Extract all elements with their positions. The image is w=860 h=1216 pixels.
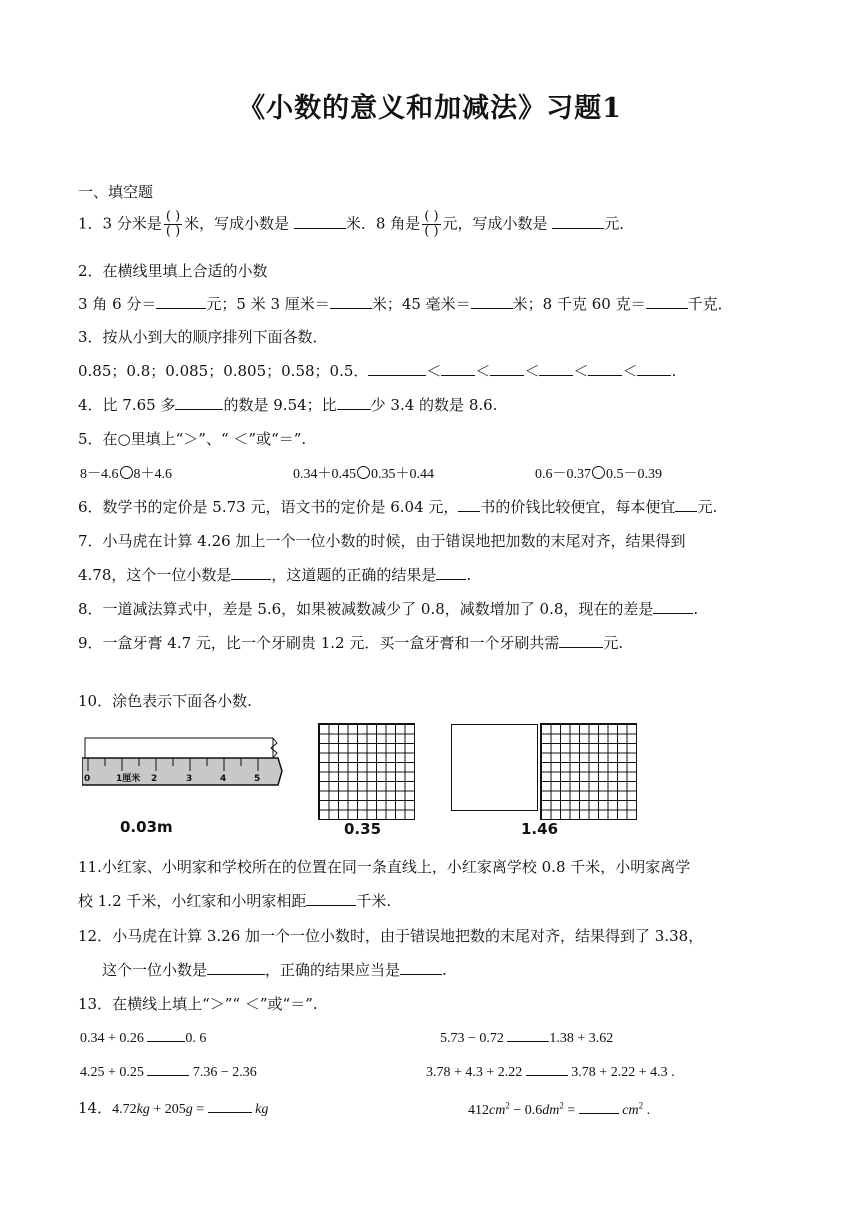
question-14: 14．4.72kg + 205g = kg	[78, 1099, 269, 1117]
q13-row-1-right: 5.73 − 0.72 1.38 + 3.62	[440, 1027, 613, 1047]
answer-blank[interactable]	[526, 1061, 568, 1076]
answer-blank[interactable]	[368, 361, 426, 376]
q5-expression-3: 0.6－0.37 0.5－0.39	[535, 467, 662, 482]
question-14-part-2: $412cm^2 - 0.6dm^2 = cm^2$ .	[468, 1100, 651, 1118]
answer-blank[interactable]	[156, 294, 206, 309]
answer-blank[interactable]	[306, 891, 356, 906]
q5-expression-1: 8－4.6 8＋4.6	[80, 467, 172, 482]
q1-fraction-2: $\frac{( )}{( )}$	[424, 209, 439, 239]
answer-blank[interactable]	[458, 497, 480, 512]
question-10: 10．涂色表示下面各小数.	[78, 692, 252, 710]
answer-blank[interactable]	[147, 1061, 189, 1076]
question-2-items: 3 角 6 分＝ 元；5 米 3 厘米＝ 米；45 毫米＝ 米；8 千克 60 克＝ 千克．	[78, 295, 733, 313]
q1-text-c: 米．8 角是	[345, 214, 421, 233]
answer-blank[interactable]	[337, 395, 371, 410]
answer-blank[interactable]	[559, 633, 603, 648]
question-11-line-2: 校 1.2 千米，小红家和小明家相距 千米.	[78, 892, 392, 910]
q1-text-e: 元．	[604, 214, 635, 233]
ruler-label-1: 1厘米	[116, 774, 141, 784]
ruler-label-0: 0	[84, 774, 91, 784]
question-7-line-2: 4.78，这个一位小数是 ，这道题的正确的结果是 .	[78, 566, 472, 584]
answer-blank[interactable]	[539, 361, 573, 376]
compare-circle[interactable]	[120, 466, 133, 479]
question-9: 9．一盒牙膏 4.7 元，比一个牙刷贵 1.2 元．买一盒牙膏和一个牙刷共需 元.	[78, 634, 624, 652]
answer-blank[interactable]	[400, 960, 442, 975]
question-7-line-1: 7．小马虎在计算 4.26 加上一个一位小数的时候，由于错误地把加数的末尾对齐，结果得到	[78, 532, 686, 550]
whole-square[interactable]	[451, 724, 538, 811]
q13-row-2-left: 4.25 + 0.25 7.36 − 2.36	[80, 1061, 257, 1081]
answer-blank[interactable]	[637, 361, 671, 376]
answer-blank[interactable]	[471, 294, 513, 309]
compare-circle[interactable]	[357, 466, 370, 479]
question-8: 8．一道减法算式中，差是 5.6，如果被减数减少了 0.8，减数增加了 0.8，现在的差是 .	[78, 600, 699, 618]
q13-row-1-left: 0.34 + 0.26 0. 6	[80, 1027, 206, 1047]
ruler-label-5: 5	[254, 774, 261, 784]
compare-circle[interactable]	[592, 466, 605, 479]
answer-blank[interactable]	[552, 214, 604, 229]
caption-grid-1: 0.35	[344, 820, 382, 838]
answer-blank[interactable]	[208, 1098, 252, 1113]
question-3: 3．按从小到大的顺序排列下面各数．	[78, 328, 328, 346]
ruler-figure	[82, 735, 287, 793]
answer-blank[interactable]	[441, 361, 475, 376]
answer-blank[interactable]	[588, 361, 622, 376]
caption-grid-2: 1.46	[521, 820, 559, 838]
q1-text-b: 米，写成小数是	[184, 214, 294, 233]
question-5: 5．在○里填上“＞”、“ ＜”或“＝”.	[78, 430, 307, 448]
q1-fraction-1: $\frac{( )}{( )}$	[165, 209, 181, 239]
question-3-items: 0.85；0.8；0.085；0.805；0.58；0.5． ＜ ＜ ＜ ＜ ＜ .	[78, 362, 677, 380]
question-13: 13．在横线上填上“＞”“ ＜”或“＝”.	[78, 995, 318, 1013]
ruler-label-3: 3	[186, 774, 193, 784]
q5-expression-2: 0.34＋0.45 0.35＋0.44	[293, 467, 434, 482]
hundred-grid-2[interactable]	[540, 723, 637, 820]
section-heading: 一、填空题	[78, 183, 154, 201]
page-title: 《小数的意义和加减法》习题1	[238, 93, 622, 124]
ruler-label-2: 2	[151, 774, 158, 784]
ruler-label-4: 4	[220, 774, 227, 784]
answer-blank[interactable]	[490, 361, 524, 376]
answer-blank[interactable]	[231, 565, 271, 580]
q1-text-d: 元，写成小数是	[442, 214, 553, 233]
answer-blank[interactable]	[507, 1027, 549, 1042]
question-6: 6．数学书的定价是 5.73 元，语文书的定价是 6.04 元， 书的价钱比较便宜，每本便宜 元.	[78, 498, 718, 516]
question-2: 2．在横线里填上合适的小数	[78, 262, 268, 280]
answer-blank[interactable]	[436, 565, 466, 580]
hundred-grid-1[interactable]	[318, 723, 415, 820]
q1-text-a: 1．3 分米是	[78, 214, 162, 233]
answer-blank[interactable]	[653, 599, 693, 614]
answer-blank[interactable]	[175, 395, 223, 410]
answer-blank[interactable]	[330, 294, 372, 309]
answer-blank[interactable]	[207, 960, 265, 975]
question-11-line-1: 11.小红家、小明家和学校所在的位置在同一条直线上，小红家离学校 0.8 千米，小明家离学	[78, 858, 691, 876]
question-4: 4．比 7.65 多 的数是 9.54；比 少 3.4 的数是 8.6.	[78, 396, 498, 414]
answer-blank[interactable]	[147, 1027, 185, 1042]
question-12-line-1: 12．小马虎在计算 3.26 加一个一位小数时，由于错误地把数的末尾对齐，结果得到了 3.38，	[78, 927, 704, 945]
q13-row-2-right: 3.78 + 4.3 + 2.22 3.78 + 2.22 + 4.3 .	[426, 1061, 675, 1081]
answer-blank[interactable]	[675, 497, 697, 512]
answer-blank[interactable]	[579, 1099, 619, 1114]
answer-blank[interactable]	[294, 214, 346, 229]
question-1	[78, 210, 634, 239]
caption-ruler: 0.03m	[120, 818, 173, 836]
question-12-line-2: 这个一位小数是 ，正确的结果应当是 .	[102, 961, 447, 979]
answer-blank[interactable]	[646, 294, 688, 309]
